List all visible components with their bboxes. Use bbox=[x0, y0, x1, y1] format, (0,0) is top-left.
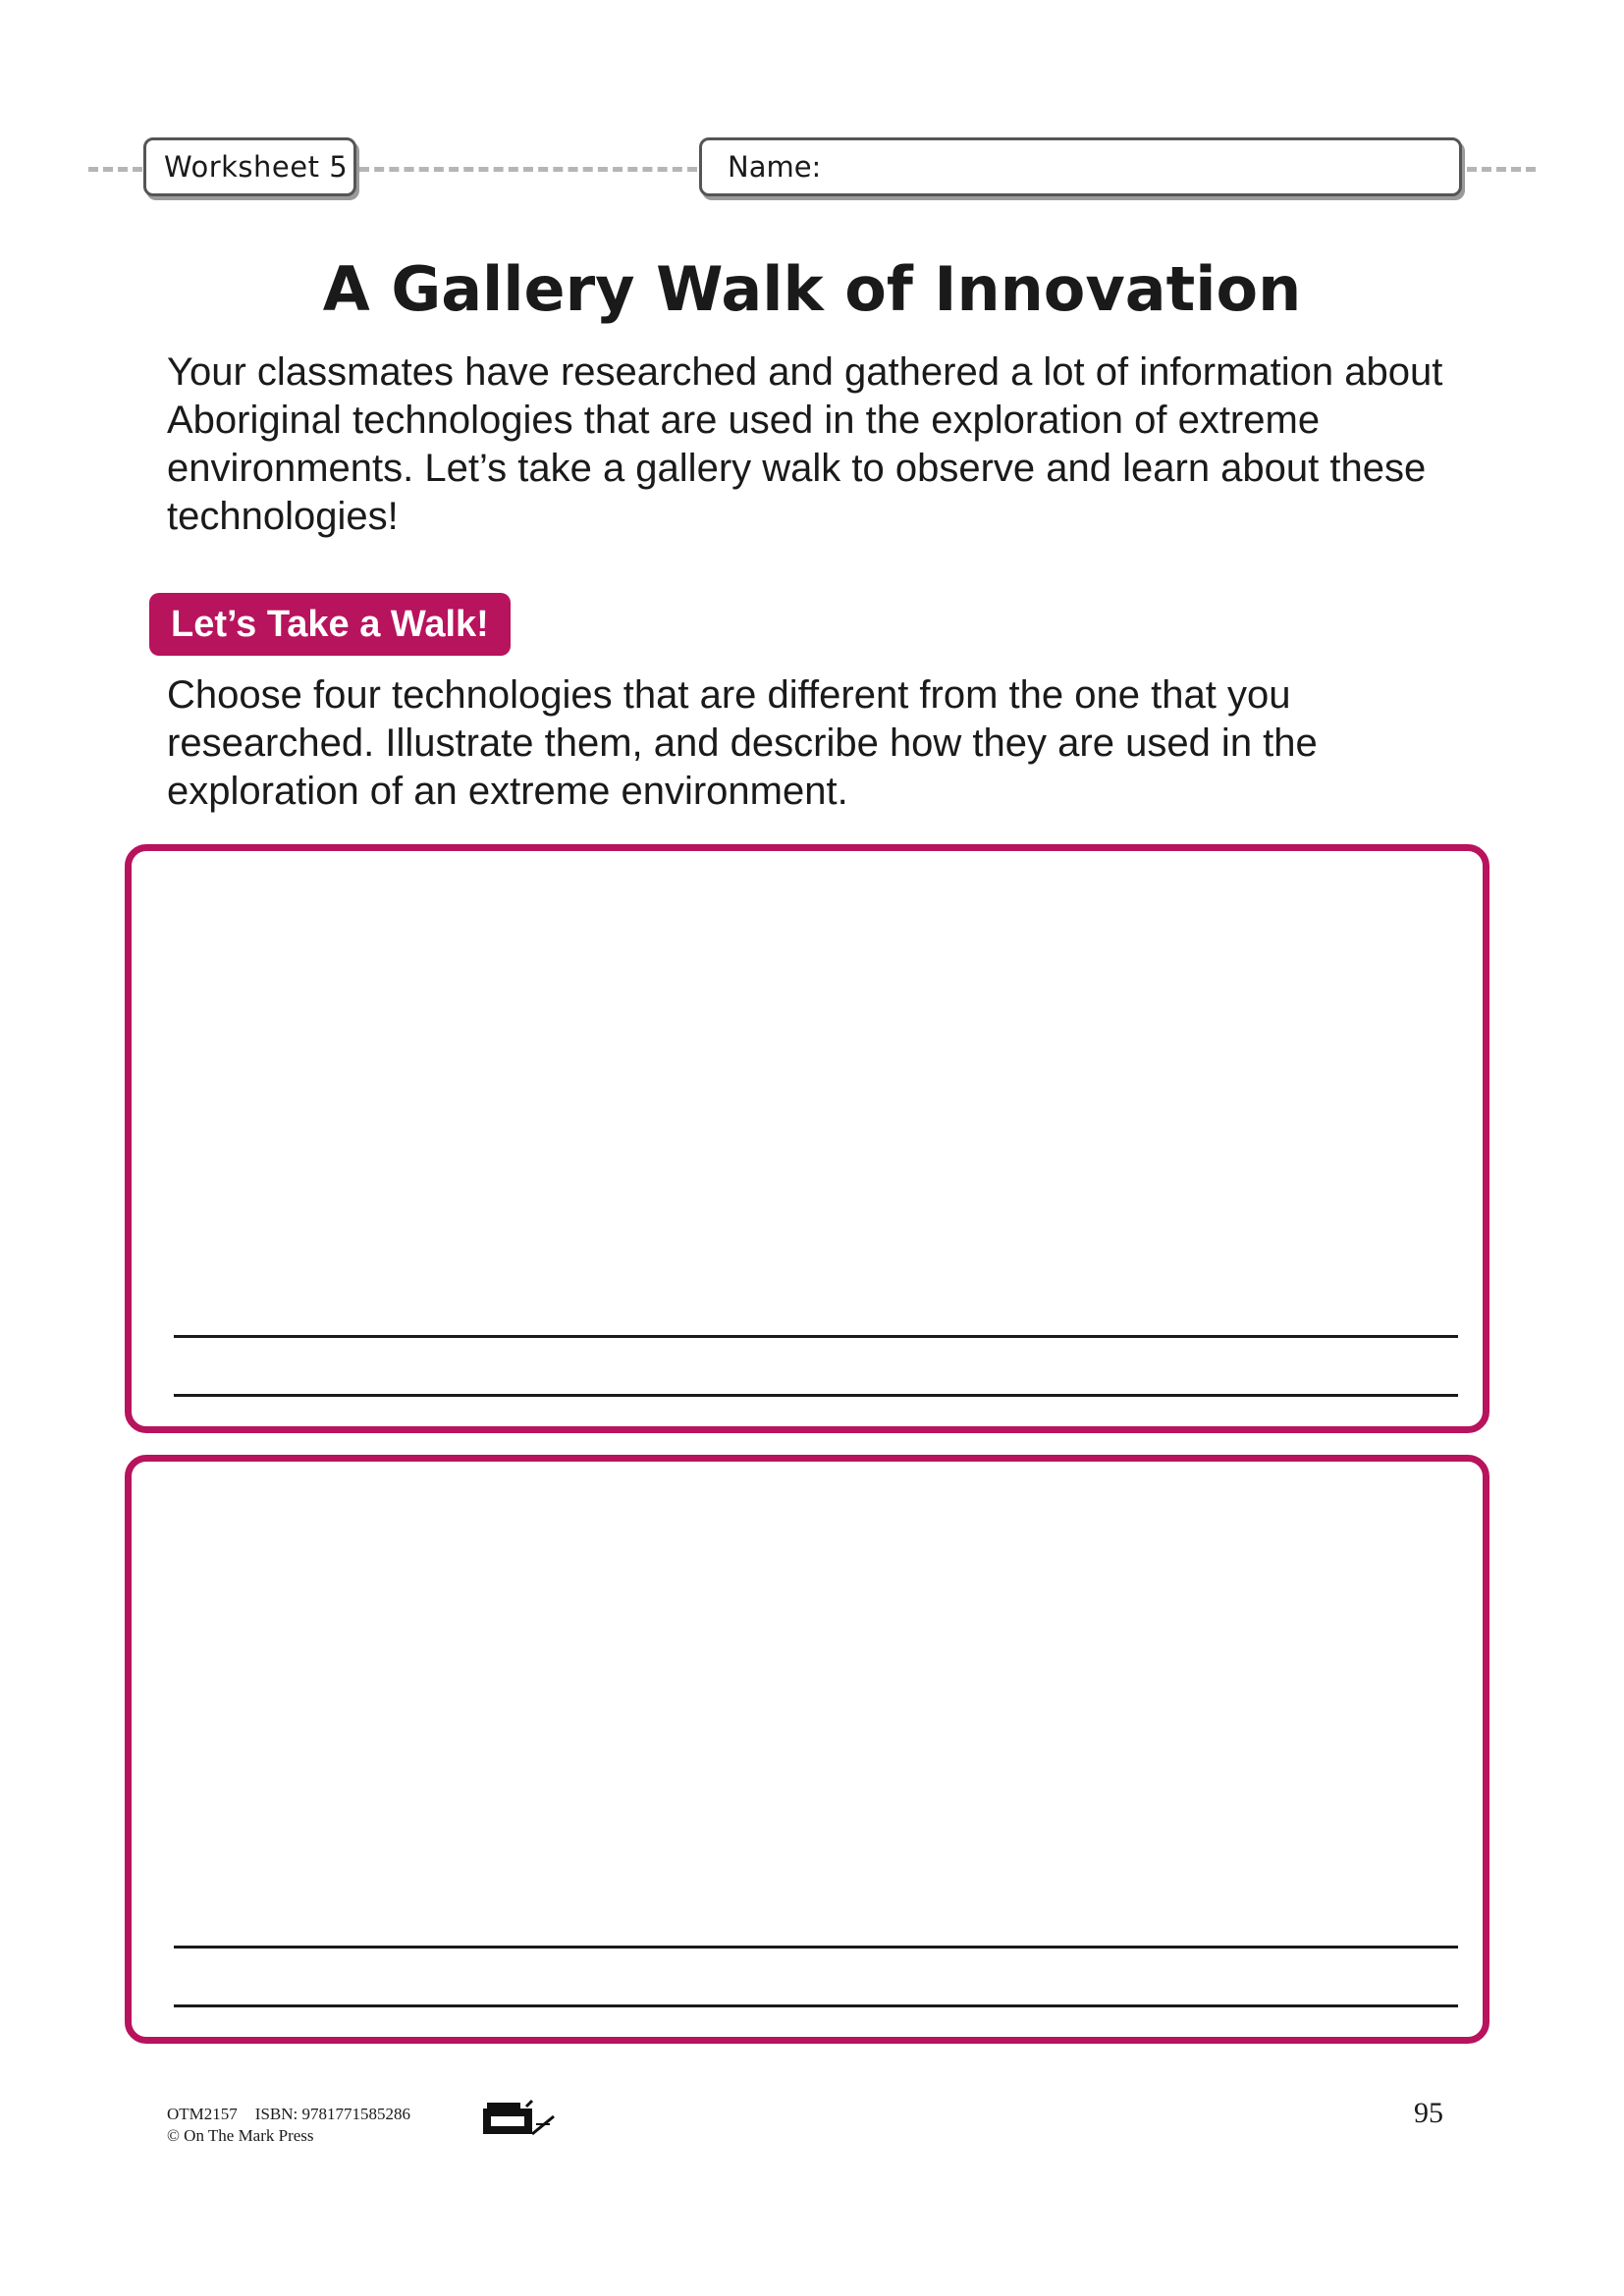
writing-line[interactable] bbox=[174, 1335, 1458, 1338]
writing-line[interactable] bbox=[174, 2004, 1458, 2007]
header-dashes-middle bbox=[359, 167, 697, 172]
writing-line[interactable] bbox=[174, 1946, 1458, 1949]
illustration-box-1[interactable] bbox=[125, 844, 1489, 1433]
page-number: 95 bbox=[1414, 2097, 1443, 2129]
illustration-box-2[interactable] bbox=[125, 1455, 1489, 2044]
footer-code: OTM2157 bbox=[167, 2105, 238, 2123]
header-dashes-left bbox=[88, 167, 142, 172]
section-heading: Let’s Take a Walk! bbox=[149, 593, 511, 656]
footer-isbn: ISBN: 9781771585286 bbox=[254, 2105, 410, 2123]
footer-publication-info bbox=[167, 2104, 410, 2147]
header-dashes-right bbox=[1467, 167, 1536, 172]
on-the-mark-press-logo-icon bbox=[481, 2099, 560, 2138]
worksheet-label: Worksheet 5 bbox=[143, 137, 356, 196]
writing-line[interactable] bbox=[174, 1394, 1458, 1397]
instructions-paragraph: Choose four technologies that are different from the one that you researched. Illustrate them, and describe how they are used in the exploration of an extreme environment. bbox=[167, 673, 1318, 813]
name-field[interactable] bbox=[699, 137, 1462, 196]
name-label: Name: bbox=[728, 150, 822, 184]
page-title: A Gallery Walk of Innovation bbox=[322, 253, 1302, 325]
footer-copyright: © On The Mark Press bbox=[167, 2126, 314, 2145]
intro-paragraph: Your classmates have researched and gathered a lot of information about Aboriginal technologies that are used in the exploration of extreme environments. Let’s take a gallery walk to observe and learn about these technologies! bbox=[167, 350, 1443, 538]
